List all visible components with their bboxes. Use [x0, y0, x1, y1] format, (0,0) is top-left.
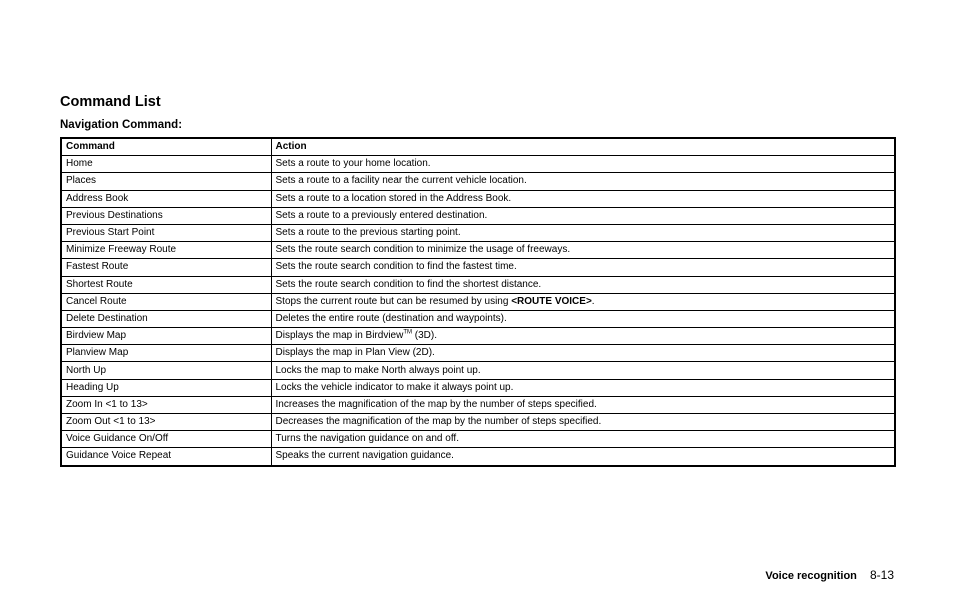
page-number: 8-13	[869, 568, 894, 582]
action-text: Stops the current route but can be resumed by using	[275, 295, 512, 307]
section-title: Command List	[60, 94, 161, 110]
command-cell: Minimize Freeway Route	[61, 242, 271, 259]
command-table	[60, 137, 896, 467]
action-cell	[271, 190, 895, 207]
action-cell	[271, 379, 895, 396]
action-text: Sets a route to your home location.	[275, 158, 431, 170]
command-cell: Birdview Map	[61, 328, 271, 345]
action-text-suffix: (3D).	[412, 330, 437, 342]
action-text: Sets the route search condition to minimize the usage of freeways.	[275, 244, 571, 256]
action-text: Sets a route to a facility near the current vehicle location.	[275, 175, 527, 187]
table-row	[61, 362, 895, 379]
action-text: Deletes the entire route (destination and waypoints).	[275, 312, 507, 324]
command-cell: Places	[61, 173, 271, 190]
command-cell: Fastest Route	[61, 259, 271, 276]
action-text: Displays the map in Plan View (2D).	[275, 347, 435, 359]
command-cell: Previous Destinations	[61, 207, 271, 224]
command-cell: North Up	[61, 362, 271, 379]
action-cell	[271, 431, 895, 448]
command-cell: Cancel Route	[61, 293, 271, 310]
table-row	[61, 448, 895, 466]
table-row	[61, 207, 895, 224]
table-row	[61, 259, 895, 276]
table-row	[61, 396, 895, 413]
command-cell: Zoom Out <1 to 13>	[61, 414, 271, 431]
table-row	[61, 173, 895, 190]
action-cell	[271, 362, 895, 379]
table-row	[61, 431, 895, 448]
action-cell	[271, 414, 895, 431]
action-text: Sets a route to a location stored in the Address Book.	[275, 192, 512, 204]
command-cell: Previous Start Point	[61, 224, 271, 241]
command-cell: Shortest Route	[61, 276, 271, 293]
action-key-label: <ROUTE VOICE>	[511, 295, 592, 307]
table-row	[61, 345, 895, 362]
command-cell: Planview Map	[61, 345, 271, 362]
action-text: Sets a route to a previously entered destination.	[275, 209, 488, 221]
trademark-mark: TM	[403, 329, 412, 336]
command-cell: Voice Guidance On/Off	[61, 431, 271, 448]
action-text: Speaks the current navigation guidance.	[275, 450, 454, 462]
command-cell: Delete Destination	[61, 310, 271, 327]
action-cell	[271, 276, 895, 293]
page-footer	[765, 567, 894, 584]
command-cell: Home	[61, 156, 271, 173]
action-cell	[271, 259, 895, 276]
action-cell	[271, 396, 895, 413]
action-text: Displays the map in Birdview	[275, 330, 404, 342]
action-cell	[271, 310, 895, 327]
action-text: Sets the route search condition to find the fastest time.	[275, 261, 517, 273]
table-row	[61, 414, 895, 431]
subsection-title: Navigation Command:	[60, 119, 183, 131]
command-cell: Heading Up	[61, 379, 271, 396]
table-body	[61, 156, 895, 466]
table-row	[61, 156, 895, 173]
action-text: Sets a route to the previous starting point.	[275, 227, 461, 239]
table-row	[61, 190, 895, 207]
table-header-row	[61, 138, 895, 156]
action-text: Sets the route search condition to find the shortest distance.	[275, 278, 542, 290]
command-cell: Zoom In <1 to 13>	[61, 396, 271, 413]
table-row	[61, 242, 895, 259]
footer-chapter: Voice recognition	[765, 570, 857, 582]
action-cell	[271, 242, 895, 259]
action-text: Turns the navigation guidance on and off.	[275, 433, 459, 445]
header-action: Action	[271, 138, 895, 156]
action-cell	[271, 293, 895, 310]
table-row	[61, 328, 895, 345]
table-row	[61, 224, 895, 241]
table-row	[61, 293, 895, 310]
command-cell: Address Book	[61, 190, 271, 207]
table-row	[61, 276, 895, 293]
action-cell	[271, 173, 895, 190]
header-command: Command	[61, 138, 271, 156]
action-cell	[271, 156, 895, 173]
action-text: Increases the magnification of the map by the number of steps specified.	[275, 398, 597, 410]
action-cell	[271, 328, 895, 345]
action-text: Decreases the magnification of the map by the number of steps specified.	[275, 416, 602, 428]
action-text-suffix: .	[591, 295, 595, 307]
table-row	[61, 379, 895, 396]
action-text: Locks the vehicle indicator to make it always point up.	[275, 381, 514, 393]
command-cell: Guidance Voice Repeat	[61, 448, 271, 466]
action-cell	[271, 224, 895, 241]
action-cell	[271, 448, 895, 466]
action-text: Locks the map to make North always point up.	[275, 364, 481, 376]
action-cell	[271, 345, 895, 362]
table-row	[61, 310, 895, 327]
action-cell	[271, 207, 895, 224]
